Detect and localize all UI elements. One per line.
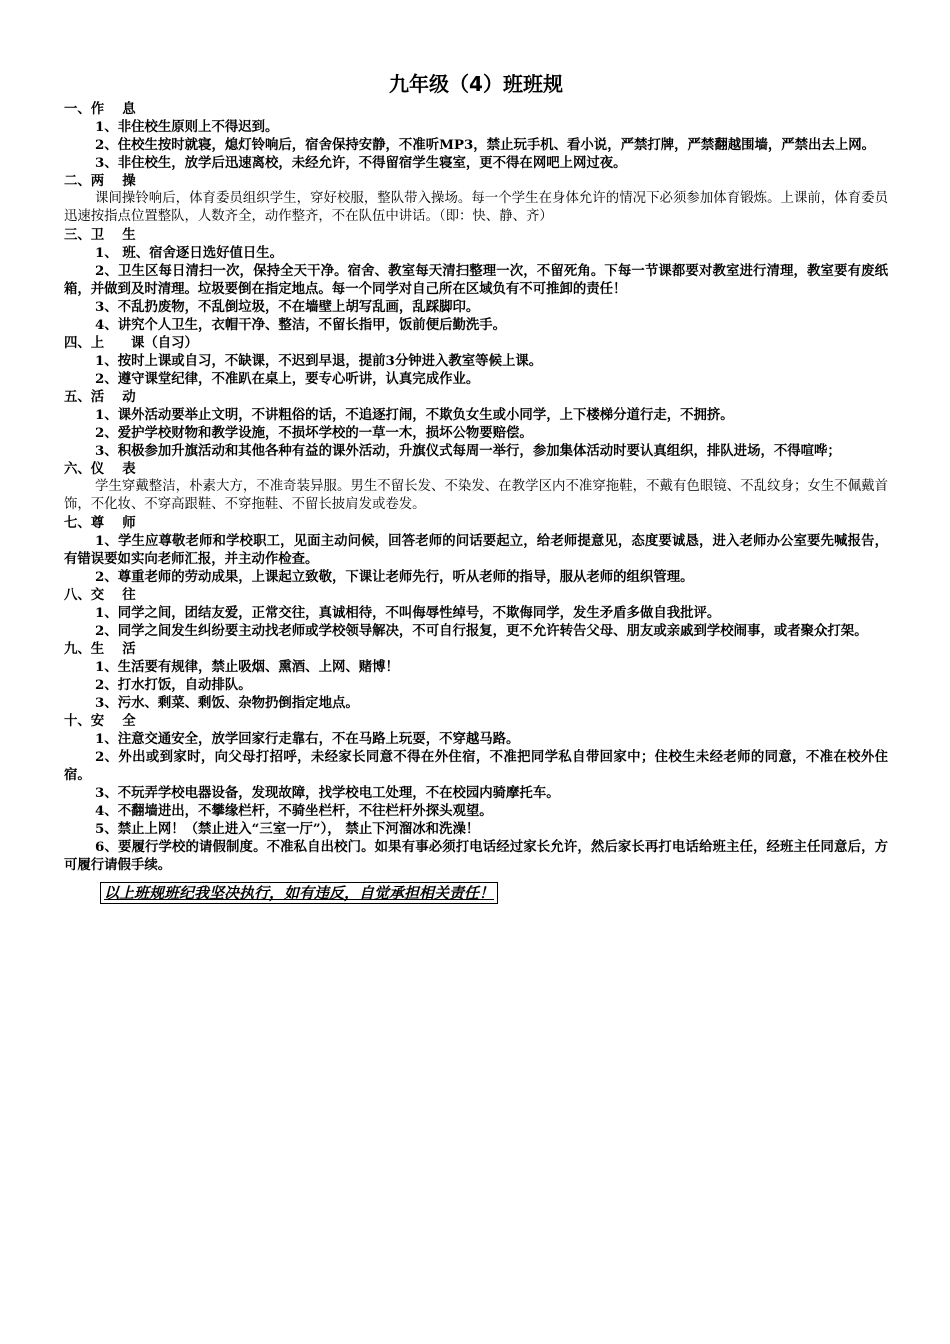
rule-item: 1、按时上课或自习，不缺课，不迟到早退，提前3分钟进入教室等候上课。 xyxy=(95,353,543,369)
rule-item: 2、卫生区每日清扫一次，保持全天干净。宿舍、教室每天清扫整理一次，不留死角。下每一节课都要对教室进行清理，教室要有废纸箱，并做到及时清理。垃圾要倒在指定地点。每一个同学对自己所在区域负有不可推卸的责任！ xyxy=(64,263,888,297)
rule-item: 2、同学之间发生纠纷要主动找老师或学校领导解决，不可自行报复，更不允许转告父母、朋友或亲戚到学校闹事，或者聚众打架。 xyxy=(95,623,868,639)
rule-item: 1、生活要有规律，禁止吸烟、熏酒、上网、赌博！ xyxy=(95,659,399,675)
rule-item: 1、非住校生原则上不得迟到。 xyxy=(95,119,279,135)
rule-item: 4、不翻墙进出，不攀缘栏杆，不骑坐栏杆，不往栏杆外探头观望。 xyxy=(95,803,493,819)
rule-section xyxy=(64,100,888,172)
document-page xyxy=(64,70,888,904)
rule-item: 2、爱护学校财物和教学设施，不损坏学校的一草一木，损坏公物要赔偿。 xyxy=(95,425,533,441)
rule-item: 3、不乱扔废物，不乱倒垃圾，不在墙壁上胡写乱画，乱踩脚印。 xyxy=(95,299,480,315)
section-heading: 六、仪 表 xyxy=(64,461,136,477)
section-heading: 十、安 全 xyxy=(64,713,136,729)
rule-item: 课间操铃响后，体育委员组织学生，穿好校服，整队带入操场。每一个学生在身体允许的情况下必须参加体育锻炼。上课前，体育委员迅速按指点位置整队，人数齐全，动作整齐，不在队伍中讲话。（即：快、静、齐） xyxy=(64,191,888,224)
closing-block xyxy=(64,882,888,904)
section-heading: 八、交 往 xyxy=(64,587,136,603)
rule-item: 2、尊重老师的劳动成果，上课起立致敬，下课让老师先行，听从老师的指导，服从老师的组织管理。 xyxy=(95,569,694,585)
rule-section xyxy=(64,712,888,874)
rule-item: 5、禁止上网！（禁止进入“三室一厅”）， 禁止下河溜冰和洗澡！ xyxy=(95,821,480,837)
rule-item: 1、 班、宿舍逐日选好值日生。 xyxy=(95,245,284,261)
rule-item: 1、同学之间，团结友爱，正常交往，真诚相待，不叫侮辱性绰号，不欺侮同学，发生矛盾多做自我批评。 xyxy=(95,605,721,621)
rule-section xyxy=(64,460,888,514)
section-heading: 四、上 课（自习） xyxy=(64,335,198,351)
rule-item: 2、住校生按时就寝，熄灯铃响后，宿舍保持安静，不准听MP3，禁止玩手机、看小说，严禁打牌，严禁翻越围墙，严禁出去上网。 xyxy=(95,137,876,153)
section-heading: 九、生 活 xyxy=(64,641,136,657)
rule-section xyxy=(64,172,888,226)
rule-item: 1、课外活动要举止文明，不讲粗俗的话，不追逐打闹，不欺负女生或小同学，上下楼梯分道行走，不拥挤。 xyxy=(95,407,734,423)
rule-item: 3、不玩弄学校电器设备，发现故障，找学校电工处理，不在校园内骑摩托车。 xyxy=(95,785,560,801)
rule-section xyxy=(64,586,888,640)
document-title: 九年级（4）班班规 xyxy=(389,72,563,96)
rule-item: 6、要履行学校的请假制度。不准私自出校门。如果有事必须打电话经过家长允许，然后家长再打电话给班主任，经班主任同意后，方可履行请假手续。 xyxy=(64,839,888,873)
section-heading: 二、两 操 xyxy=(64,173,136,189)
rule-section xyxy=(64,226,888,334)
rule-item: 3、非住校生，放学后迅速离校，未经允许，不得留宿学生寝室，更不得在网吧上网过夜。 xyxy=(95,155,627,171)
section-heading: 五、活 动 xyxy=(64,389,136,405)
rule-item: 2、打水打饭，自动排队。 xyxy=(95,677,252,693)
rule-item: 1、学生应尊敬老师和学校职工，见面主动问候，回答老师的问话要起立，给老师提意见，态度要诚恳，进入老师办公室要先喊报告，有错误要如实向老师汇报，并主动作检查。 xyxy=(64,533,888,567)
section-heading: 三、卫 生 xyxy=(64,227,136,243)
rule-item: 4、讲究个人卫生，衣帽干净、整洁，不留长指甲，饭前便后勤洗手。 xyxy=(95,317,507,333)
rules-body xyxy=(64,100,888,874)
rule-section xyxy=(64,514,888,586)
rule-item: 1、注意交通安全，放学回家行走靠右，不在马路上玩耍，不穿越马路。 xyxy=(95,731,520,747)
section-heading: 一、作 息 xyxy=(64,101,136,117)
rule-item: 2、外出或到家时，向父母打招呼，未经家长同意不得在外住宿，不准把同学私自带回家中；住校生未经老师的同意，不准在校外住宿。 xyxy=(64,749,888,783)
rule-item: 3、积极参加升旗活动和其他各种有益的课外活动，升旗仪式每周一举行，参加集体活动时要认真组织，排队进场，不得喧哗； xyxy=(95,443,841,459)
rule-item: 3、污水、剩菜、剩饭、杂物扔倒指定地点。 xyxy=(95,695,359,711)
rule-section xyxy=(64,334,888,388)
rule-item: 2、遵守课堂纪律，不准趴在桌上，要专心听讲，认真完成作业。 xyxy=(95,371,480,387)
rule-section xyxy=(64,640,888,712)
section-heading: 七、尊 师 xyxy=(64,515,136,531)
rule-section xyxy=(64,388,888,460)
rule-item: 学生穿戴整洁，朴素大方，不准奇装异服。男生不留长发、不染发、在教学区内不准穿拖鞋，不戴有色眼镜、不乱纹身；女生不佩戴首饰，不化妆、不穿高跟鞋、不穿拖鞋、不留长披肩发或卷发。 xyxy=(64,479,888,512)
closing-pledge: 以上班规班纪我坚决执行，如有违反，自觉承担相关责任！ xyxy=(100,882,498,904)
